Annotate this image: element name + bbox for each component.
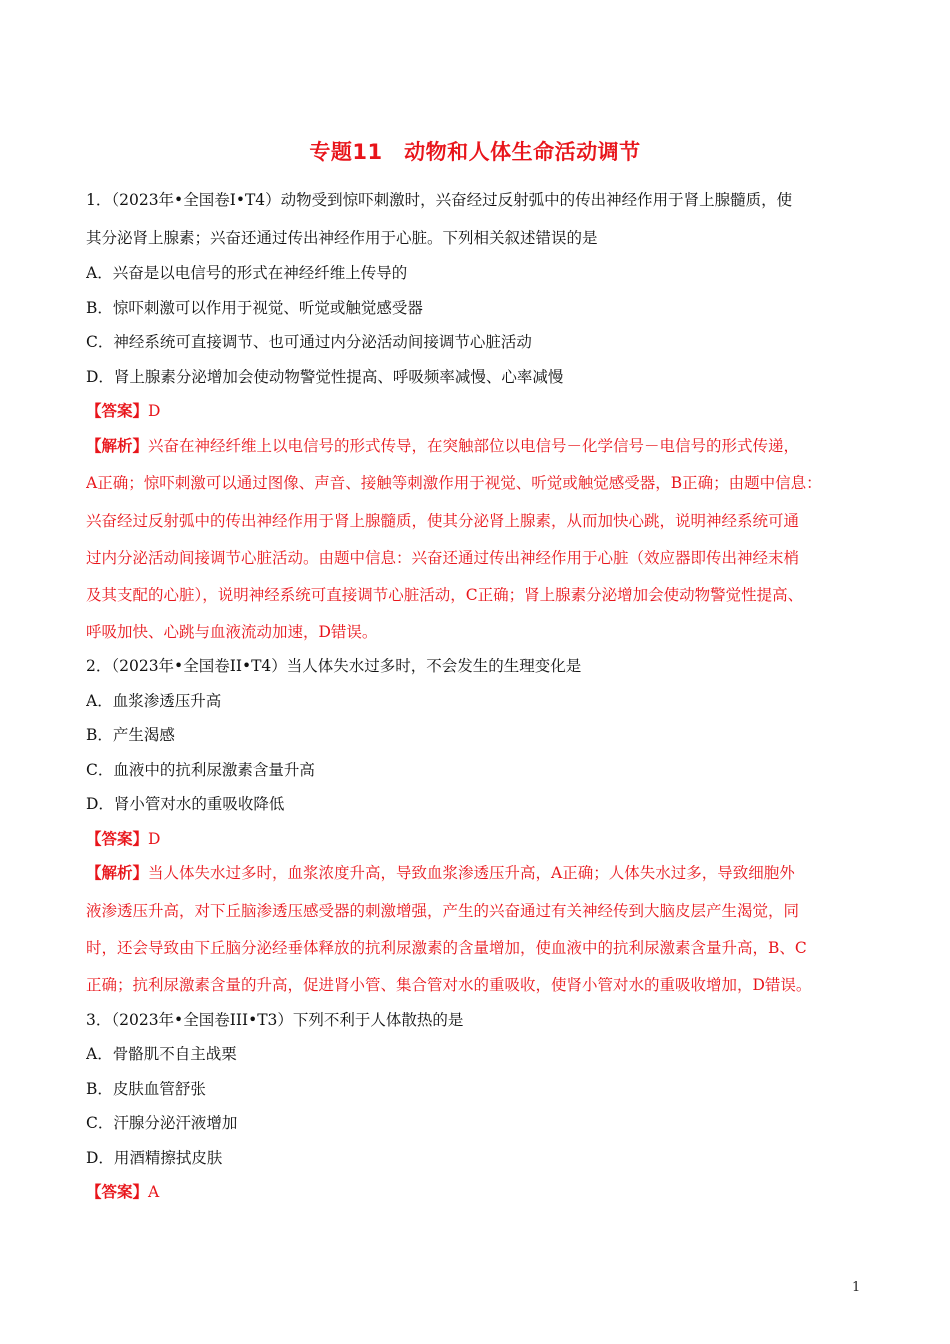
q3-option-d: D．用酒精擦拭皮肤 — [86, 1149, 223, 1167]
q1-analysis-line-1 — [86, 436, 876, 456]
q1-option-a: A．兴奋是以电信号的形式在神经纤维上传导的 — [86, 264, 408, 282]
q2-option-b: B．产生渴感 — [86, 726, 175, 744]
q2-analysis-text-1: 当人体失水过多时，血浆浓度升高，导致血浆渗透压升高，A正确；人体失水过多，导致细胞外 — [148, 864, 795, 882]
q1-analysis-line-6: 呼吸加快、心跳与血液流动加速，D错误。 — [86, 623, 378, 641]
q2-option-c: C．血液中的抗利尿激素含量升高 — [86, 761, 315, 779]
q1-analysis-line-4: 过内分泌活动间接调节心脏活动。由题中信息：兴奋还通过传出神经作用于心脏（效应器即传出神经末梢 — [86, 549, 800, 567]
analysis-label: 【解析】 — [86, 437, 149, 455]
q1-analysis-text-1: 兴奋在神经纤维上以电信号的形式传导，在突触部位以电信号－化学信号－电信号的形式传递， — [148, 437, 800, 455]
q1-option-c: C．神经系统可直接调节、也可通过内分泌活动间接调节心脏活动 — [86, 333, 532, 351]
page-number: 1 — [852, 1280, 861, 1295]
analysis-label: 【解析】 — [86, 864, 149, 882]
q3-option-b: B．皮肤血管舒张 — [86, 1080, 206, 1098]
answer-label: 【答案】 — [86, 1183, 149, 1201]
answer-value: D — [148, 402, 161, 420]
answer-label: 【答案】 — [86, 402, 149, 420]
q1-stem-line-2: 其分泌肾上腺素；兴奋还通过传出神经作用于心脏。下列相关叙述错误的是 — [86, 229, 598, 247]
q2-option-a: A．血浆渗透压升高 — [86, 692, 222, 710]
q1-analysis-line-3: 兴奋经过反射弧中的传出神经作用于肾上腺髓质，使其分泌肾上腺素，从而加快心跳，说明神经系统可通 — [86, 512, 800, 530]
q2-option-d: D．肾小管对水的重吸收降低 — [86, 795, 285, 813]
q1-option-b: B．惊吓刺激可以作用于视觉、听觉或触觉感受器 — [86, 299, 423, 317]
q3-answer — [86, 1182, 876, 1202]
q1-analysis-line-5: 及其支配的心脏），说明神经系统可直接调节心脏活动，C正确；肾上腺素分泌增加会使动物警觉性提高、 — [86, 586, 804, 604]
q1-option-d: D．肾上腺素分泌增加会使动物警觉性提高、呼吸频率减慢、心率减慢 — [86, 368, 564, 386]
q1-analysis-line-2: A正确；惊吓刺激可以通过图像、声音、接触等刺激作用于视觉、听觉或触觉感受器，B正确；由题中信息： — [86, 474, 822, 492]
q1-stem-line-1: 1．（2023年•全国卷Ⅰ•T4）动物受到惊吓刺激时，兴奋经过反射弧中的传出神经作用于肾上腺髓质，使 — [86, 191, 793, 209]
answer-value: D — [148, 830, 161, 848]
answer-label: 【答案】 — [86, 830, 149, 848]
q1-answer — [86, 401, 876, 421]
q2-analysis-line-3: 时，还会导致由下丘脑分泌经垂体释放的抗利尿激素的含量增加，使血液中的抗利尿激素含量升高，B、C — [86, 939, 807, 957]
q2-answer — [86, 829, 876, 849]
q2-analysis-line-1 — [86, 863, 876, 883]
page-title: 专题11 动物和人体生命活动调节 — [309, 140, 641, 164]
q3-stem-line-1: 3．（2023年•全国卷III•T3）下列不利于人体散热的是 — [86, 1011, 464, 1029]
q2-analysis-line-4: 正确；抗利尿激素含量的升高，促进肾小管、集合管对水的重吸收，使肾小管对水的重吸收增加，D错误。 — [86, 976, 812, 994]
q2-stem-line-1: 2．（2023年•全国卷II•T4）当人体失水过多时，不会发生的生理变化是 — [86, 657, 582, 675]
answer-value: A — [148, 1183, 160, 1201]
q3-option-c: C．汗腺分泌汗液增加 — [86, 1114, 238, 1132]
q3-option-a: A．骨骼肌不自主战栗 — [86, 1045, 237, 1063]
q2-analysis-line-2: 液渗透压升高，对下丘脑渗透压感受器的刺激增强，产生的兴奋通过有关神经传到大脑皮层产生渴觉，同 — [86, 902, 800, 920]
